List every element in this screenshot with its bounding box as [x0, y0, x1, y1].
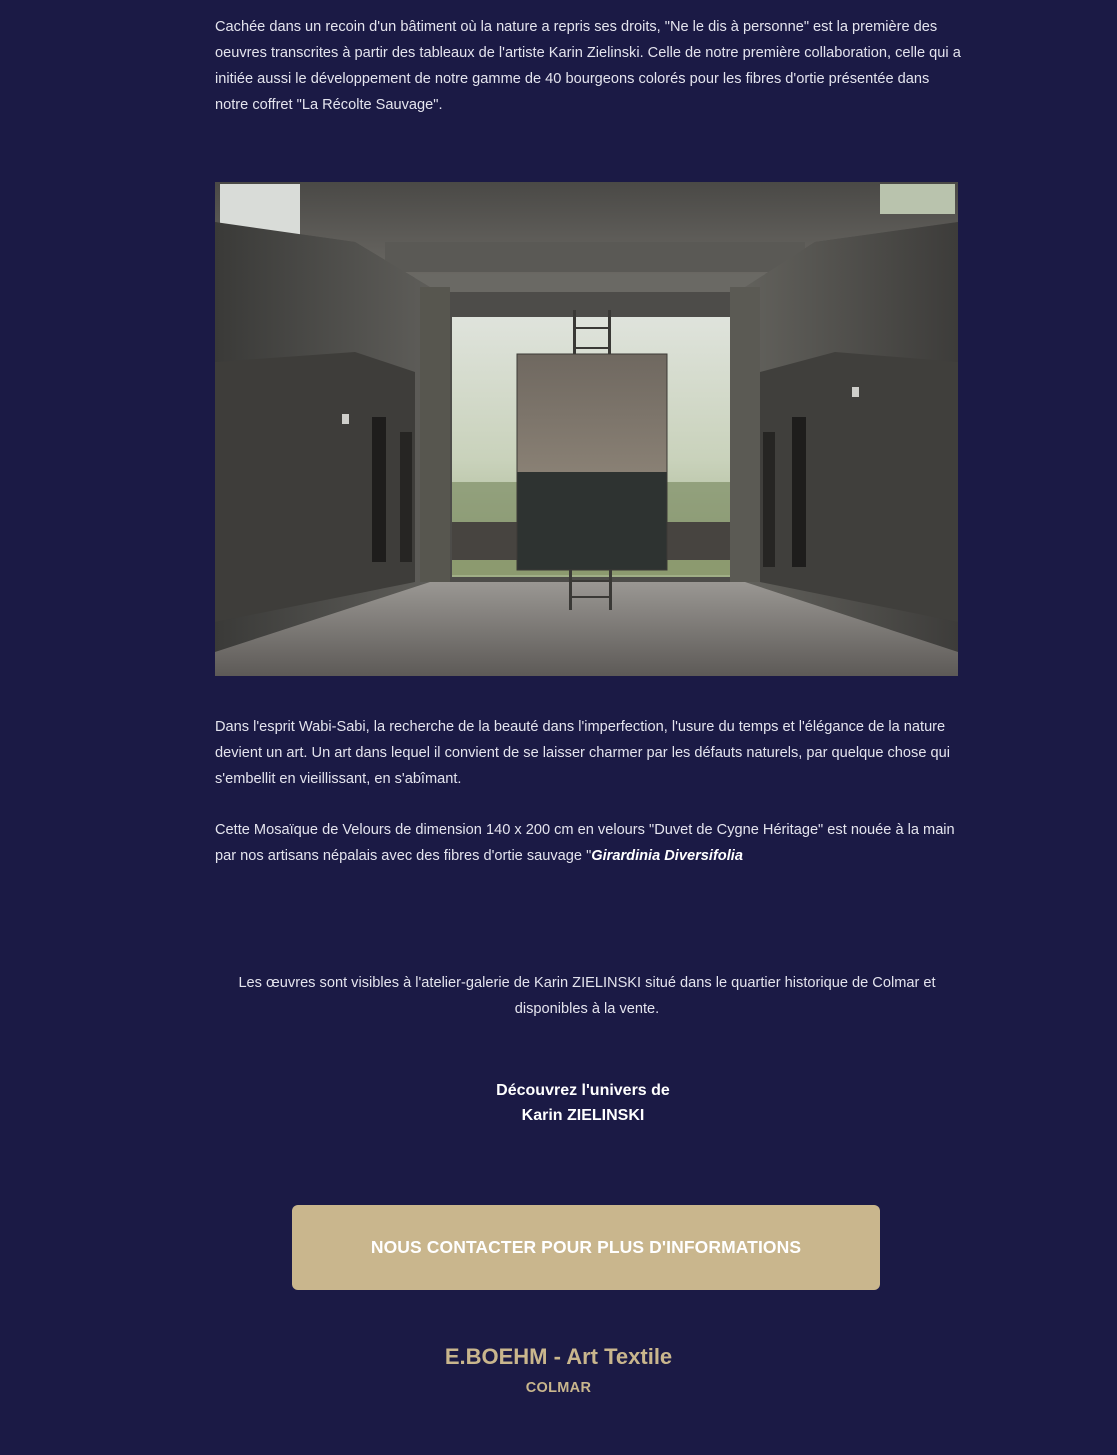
brand-name: E.BOEHM - Art Textile [444, 1344, 673, 1369]
discover-line-2: Karin ZIELINSKI [521, 1107, 645, 1124]
species-name: Girardinia Diversifolia [591, 848, 743, 864]
brand-city: COLMAR [525, 1380, 592, 1396]
mosaic-text: Cette Mosaïque de Velours de dimension 140 x 200 cm en velours "Duvet de Cygne Héritage" est nouée à la main par nos artisans népalais avec des fibres d'ortie sauvage " [215, 822, 955, 864]
discover-heading[interactable] [383, 1078, 783, 1128]
intro-paragraph: Cachée dans un recoin d'un bâtiment où la nature a repris ses droits, "Ne le dis à personne" est la première des oeuvres transcrites à partir des tableaux de l'artiste Karin Zielinski. Celle de notre première collaboration, celle qui a initiée aussi le développement de notre gamme de 40 bourgeons colorés pour les fibres d'ortie présentée dans notre coffret "La Récolte Sauvage". [215, 19, 961, 113]
mosaic-paragraph [215, 817, 961, 869]
contact-button[interactable]: NOUS CONTACTER POUR PLUS D'INFORMATIONS [292, 1205, 880, 1290]
discover-line-1: Découvrez l'univers de [496, 1082, 670, 1099]
wabi-sabi-paragraph: Dans l'esprit Wabi-Sabi, la recherche de la beauté dans l'imperfection, l'usure du temps et l'élégance de la nature devient un art. Un art dans lequel il convient de se laisser charmer par les défauts naturels, par quelque chose qui s'embellit en vieillissant, en s'abîmant. [215, 719, 950, 787]
artwork-photo [215, 182, 958, 676]
gallery-paragraph: Les œuvres sont visibles à l'atelier-galerie de Karin ZIELINSKI situé dans le quartier historique de Colmar et disponibles à la vente. [238, 975, 936, 1017]
